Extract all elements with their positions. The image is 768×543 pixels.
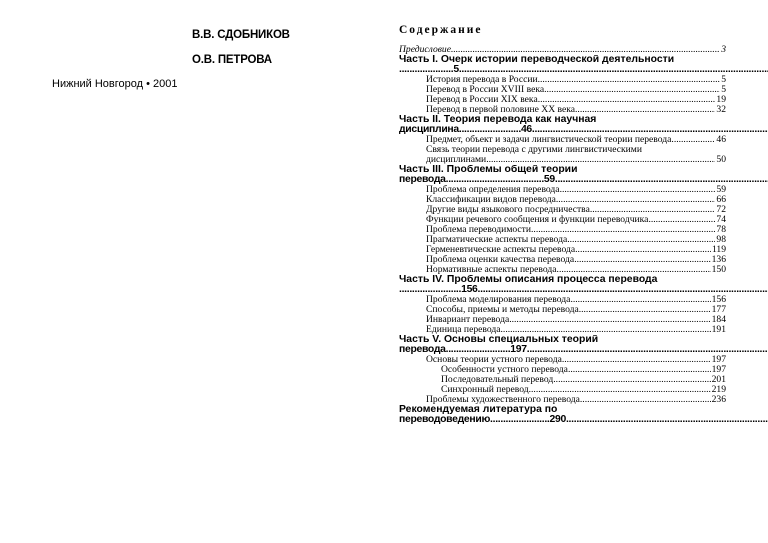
toc-entry <box>399 245 726 255</box>
toc-entry-label: Предисловие ..... <box>399 45 726 55</box>
part-page-text: перевода.........................197 ..... <box>399 345 768 355</box>
toc-entry <box>399 95 726 105</box>
toc-entry <box>399 355 726 365</box>
toc-entry <box>399 235 726 245</box>
toc-part-page <box>399 285 726 295</box>
toc-entry-label: История перевода в России ..... <box>426 75 726 85</box>
toc-entry-page: 78 <box>716 224 726 235</box>
toc-entry-page: 98 <box>716 234 726 245</box>
toc-entry-label: Нормативные аспекты перевода ..... <box>426 265 726 275</box>
toc-entry-page: 32 <box>716 104 726 115</box>
author-2: О.В. ПЕТРОВА <box>192 54 272 66</box>
part-page-text: дисциплина........................46 ..... <box>399 125 768 135</box>
toc-entry <box>399 205 726 215</box>
toc-entry-label: Особенности устного перевода ..... <box>441 365 726 375</box>
toc-entry-label: Классификации видов перевода ..... <box>426 195 726 205</box>
toc-entry-page: 5 <box>721 84 726 95</box>
toc-entry-label: Прагматические аспекты перевода ..... <box>426 235 726 245</box>
toc-entry <box>399 255 726 265</box>
toc-entry <box>399 135 726 145</box>
toc-entry-page: 5 <box>721 74 726 85</box>
toc-title: Содержание <box>399 24 483 36</box>
part-page-text: перевода......................................59 ..... <box>399 175 768 185</box>
toc-entry-label: Перевод в России XIX века ..... <box>426 95 726 105</box>
toc-entry-cont <box>399 155 726 165</box>
part-title-text: Часть III. Проблемы общей теории <box>399 165 578 175</box>
toc-entry-page: 197 <box>711 354 726 365</box>
toc-preface <box>399 45 726 55</box>
toc-entry <box>399 315 726 325</box>
part-title-text: Часть V. Основы специальных теорий <box>399 335 599 345</box>
toc-entry-page: 72 <box>716 204 726 215</box>
toc-entry <box>399 295 726 305</box>
part-title-text: Часть I. Очерк истории переводческой деятельности <box>399 55 675 65</box>
toc-lines <box>399 45 726 425</box>
toc-entry <box>399 305 726 315</box>
toc-part-page <box>399 175 726 185</box>
part-title-text: Часть II. Теория перевода как научная <box>399 115 597 125</box>
toc-entry <box>399 145 726 155</box>
toc-entry-label: Проблемы художественного перевода ..... <box>426 395 726 405</box>
toc-entry-label: Проблема переводимости ..... <box>426 225 726 235</box>
toc-literature-page <box>399 415 726 425</box>
toc-entry <box>399 265 726 275</box>
part-page-text: .....................5 ..... <box>399 65 768 75</box>
toc-entry-page: 66 <box>716 194 726 205</box>
place-year: Нижний Новгород • 2001 <box>52 78 178 90</box>
toc-entry-label: Другие виды языкового посредничества ..... <box>426 205 726 215</box>
toc-entry-label: Перевод в России XVIII века ..... <box>426 85 726 95</box>
toc-entry <box>399 75 726 85</box>
toc-entry-label: Единица перевода ..... <box>426 325 726 335</box>
toc-entry-label: Связь теории перевода с другими лингвистическими <box>426 145 642 155</box>
toc-entry-page: 219 <box>711 384 726 395</box>
toc-entry-page: 236 <box>711 394 726 405</box>
toc-entry-page: 74 <box>716 214 726 225</box>
toc-entry-label: Проблема моделирования перевода ..... <box>426 295 726 305</box>
toc-entry-page: 3 <box>721 44 726 55</box>
toc-entry <box>399 195 726 205</box>
toc-entry-page: 201 <box>711 374 726 385</box>
toc-entry <box>399 215 726 225</box>
toc-subentry <box>399 375 726 385</box>
toc-entry-page: 197 <box>711 364 726 375</box>
toc-entry-label: Перевод в первой половине XX века ..... <box>426 105 726 115</box>
toc-entry <box>399 105 726 115</box>
part-page-text: ........................156 ..... <box>399 285 768 295</box>
toc-part-page <box>399 125 726 135</box>
toc-entry-label: Последовательный перевод ..... <box>441 375 726 385</box>
literature-title-text: Рекомендуемая литература по <box>399 405 558 415</box>
toc-entry-page: 177 <box>711 304 726 315</box>
toc-entry-label: Герменевтические аспекты перевода ..... <box>426 245 726 255</box>
toc-entry <box>399 395 726 405</box>
toc-entry-page: 50 <box>716 154 726 165</box>
toc-entry <box>399 325 726 335</box>
toc-subentry <box>399 365 726 375</box>
toc-entry-label: дисциплинами ..... <box>426 155 726 165</box>
toc-entry-label: Инвариант перевода ..... <box>426 315 726 325</box>
toc-entry-page: 19 <box>716 94 726 105</box>
toc-entry-page: 150 <box>711 264 726 275</box>
toc-entry-label: Проблема оценки качества перевода ..... <box>426 255 726 265</box>
toc-subentry <box>399 385 726 395</box>
toc-entry <box>399 185 726 195</box>
part-title-text: Часть IV. Проблемы описания процесса перевода <box>399 275 658 285</box>
toc-entry-label: Предмет, объект и задачи лингвистической теории перевода ..... <box>426 135 726 145</box>
toc-part-page <box>399 65 726 75</box>
author-1: В.В. СДОБНИКОВ <box>192 29 290 41</box>
toc-entry-page: 59 <box>716 184 726 195</box>
toc-entry <box>399 225 726 235</box>
toc-entry-label: Синхронный перевод ..... <box>441 385 726 395</box>
toc-entry-label: Проблема определения перевода ..... <box>426 185 726 195</box>
toc-entry-page: 184 <box>711 314 726 325</box>
toc-entry-label: Способы, приемы и методы перевода ..... <box>426 305 726 315</box>
literature-page-text: переводоведению.......................290 ..... <box>399 415 768 425</box>
toc-entry-label: Функции речевого сообщения и функции переводчика ..... <box>426 215 726 225</box>
toc-entry-page: 46 <box>716 134 726 145</box>
toc-part-page <box>399 345 726 355</box>
toc-entry-page: 119 <box>711 244 726 255</box>
toc-entry-label: Основы теории устного перевода ..... <box>426 355 726 365</box>
toc-entry-page: 136 <box>711 254 726 265</box>
toc-entry <box>399 85 726 95</box>
toc-entry-page: 156 <box>711 294 726 305</box>
toc-entry-page: 191 <box>711 324 726 335</box>
